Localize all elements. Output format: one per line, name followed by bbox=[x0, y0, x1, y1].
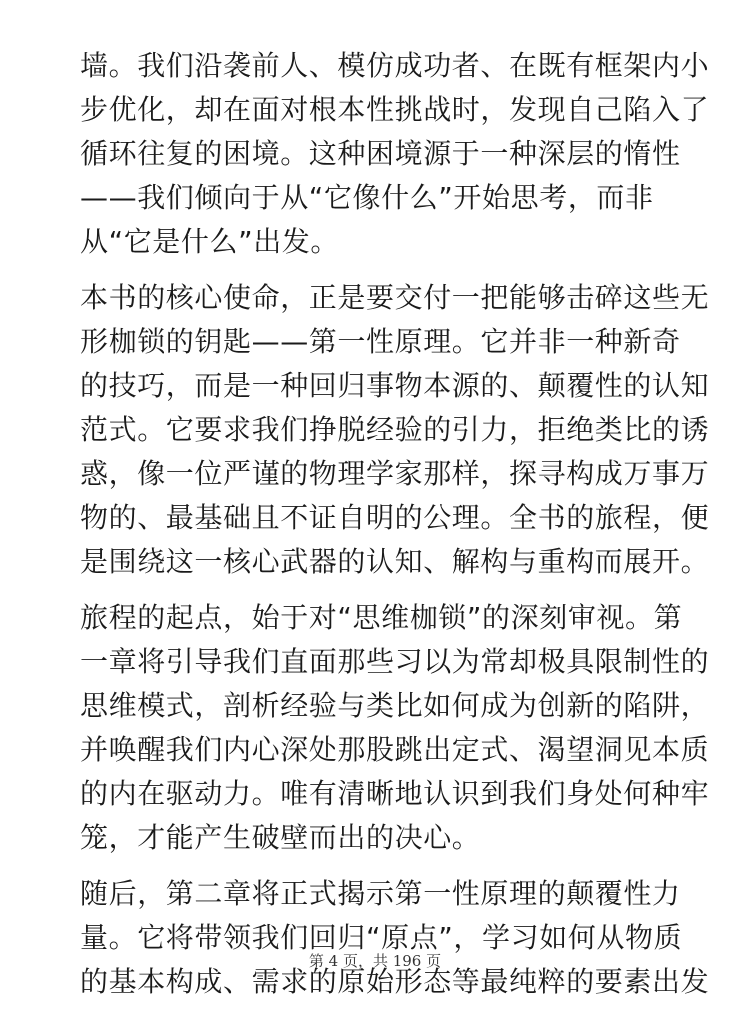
text-line: 物的、最基础且不证自明的公理。全书的旅程，便 bbox=[80, 501, 710, 534]
text-line: 墙。我们沿袭前人、模仿成功者、在既有框架内小 bbox=[80, 49, 710, 82]
text-line: 的技巧，而是一种回归事物本源的、颠覆性的认知 bbox=[80, 369, 710, 402]
text-line: 本书的核心使命，正是要交付一把能够击碎这些无 bbox=[80, 281, 710, 314]
paragraph-2 bbox=[80, 276, 710, 584]
paragraph-4 bbox=[80, 872, 710, 1004]
text-line: 是围绕这一核心武器的认知、解构与重构而展开。 bbox=[80, 545, 710, 578]
text-line: 步优化，却在面对根本性挑战时，发现自己陷入了 bbox=[80, 93, 710, 126]
text-line: 从“它是什么”出发。 bbox=[80, 225, 340, 258]
text-line: 笼，才能产生破壁而出的决心。 bbox=[80, 821, 481, 854]
text-line: 的内在驱动力。唯有清晰地认识到我们身处何种牢 bbox=[80, 777, 710, 810]
paragraph-1 bbox=[80, 44, 710, 264]
text-line: 范式。它要求我们挣脱经验的引力，拒绝类比的诱 bbox=[80, 413, 710, 446]
text-line: 旅程的起点，始于对“思维枷锁”的深刻审视。第 bbox=[80, 601, 683, 634]
page-number-footer: 第 4 页，共 196 页 bbox=[308, 952, 442, 970]
text-line: 量。它将带领我们回归“原点”，学习如何从物质 bbox=[80, 921, 683, 954]
paragraph-3 bbox=[80, 596, 710, 860]
text-line: 思维模式，剖析经验与类比如何成为创新的陷阱， bbox=[80, 689, 710, 722]
text-line: 惑，像一位严谨的物理学家那样，探寻构成万事万 bbox=[80, 457, 710, 490]
text-line: ——我们倾向于从“它像什么”开始思考，而非 bbox=[80, 181, 654, 214]
text-line: 循环往复的困境。这种困境源于一种深层的惰性 bbox=[80, 137, 681, 170]
text-line: 的基本构成、需求的原始形态等最纯粹的要素出发 bbox=[80, 965, 710, 998]
text-line: 随后，第二章将正式揭示第一性原理的颠覆性力 bbox=[80, 877, 681, 910]
text-line: 一章将引导我们直面那些习以为常却极具限制性的 bbox=[80, 645, 710, 678]
document-body bbox=[80, 44, 710, 1016]
text-line: 并唤醒我们内心深处那股跳出定式、渴望洞见本质 bbox=[80, 733, 710, 766]
text-line: 形枷锁的钥匙——第一性原理。它并非一种新奇 bbox=[80, 325, 681, 358]
